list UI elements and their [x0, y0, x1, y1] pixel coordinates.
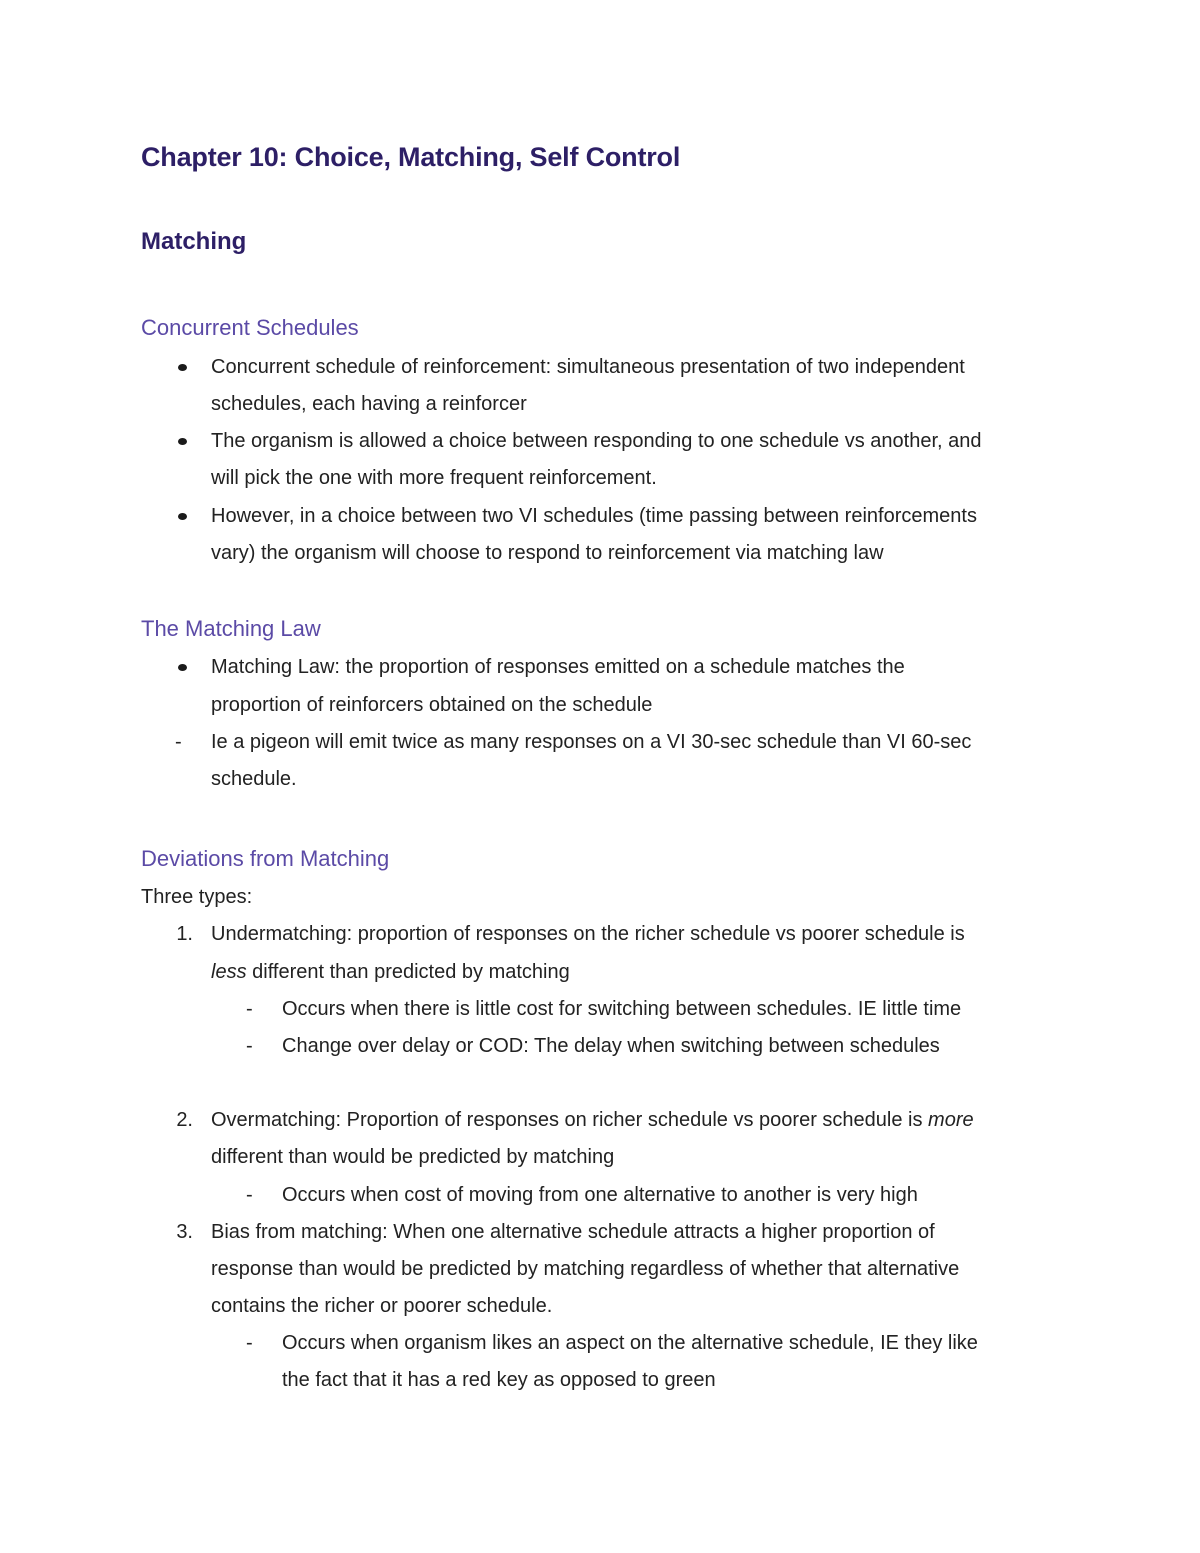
list-item-text: response than would be predicted by matching regardless of whether that alternative: [211, 1258, 960, 1280]
dash-text: schedule.: [211, 768, 297, 790]
list-number: 3.: [176, 1221, 193, 1243]
list-number: 1.: [176, 923, 193, 945]
sub-item-text: Occurs when organism likes an aspect on the alternative schedule, IE they like: [282, 1332, 978, 1354]
bullet-text: proportion of reinforcers obtained on the schedule: [211, 694, 653, 716]
bullet-icon: [178, 438, 187, 445]
dash-marker: -: [246, 1184, 253, 1206]
bullet-text: Matching Law: the proportion of responses emitted on a schedule matches the: [211, 656, 905, 678]
list-item-text: Undermatching: proportion of responses on the richer schedule vs poorer schedule is: [211, 923, 965, 945]
list-item-text: contains the richer or poorer schedule.: [211, 1295, 553, 1317]
intro-text: Three types:: [141, 886, 253, 908]
bullet-text: The organism is allowed a choice between responding to one schedule vs another, and: [211, 430, 982, 452]
list-item-text: [211, 1109, 974, 1132]
bullet-icon: [178, 513, 187, 520]
list-item-text-lead: Overmatching: Proportion of responses on richer schedule vs poorer schedule is: [211, 1109, 929, 1131]
subsection-heading-matching-law: The Matching Law: [141, 616, 321, 641]
bullet-text: Concurrent schedule of reinforcement: simultaneous presentation of two independent: [211, 356, 965, 378]
sub-item-text: Occurs when there is little cost for switching between schedules. IE little time: [282, 998, 962, 1020]
bullet-icon: [178, 364, 187, 371]
list-item-text: [211, 961, 570, 984]
list-item-text: Bias from matching: When one alternative schedule attracts a higher proportion of: [211, 1221, 935, 1243]
sub-item-text: the fact that it has a red key as opposed to green: [282, 1369, 716, 1391]
dash-marker: -: [175, 731, 182, 753]
sub-item-text: Change over delay or COD: The delay when switching between schedules: [282, 1035, 940, 1057]
list-item-text-rest: different than predicted by matching: [246, 961, 570, 983]
dash-marker: -: [246, 998, 253, 1020]
dash-marker: -: [246, 1332, 253, 1354]
bullet-text: However, in a choice between two VI schedules (time passing between reinforcements: [211, 505, 977, 527]
subsection-heading-concurrent: Concurrent Schedules: [141, 315, 359, 340]
emphasis-text: more: [928, 1109, 974, 1131]
bullet-icon: [178, 664, 187, 671]
dash-marker: -: [246, 1035, 253, 1057]
list-item-text: different than would be predicted by matching: [211, 1146, 615, 1168]
dash-text: Ie a pigeon will emit twice as many responses on a VI 30-sec schedule than VI 60-sec: [211, 731, 972, 753]
page-title: Chapter 10: Choice, Matching, Self Control: [141, 142, 681, 172]
emphasis-text: less: [211, 961, 247, 983]
bullet-text: schedules, each having a reinforcer: [211, 393, 527, 415]
list-number: 2.: [176, 1109, 193, 1131]
subsection-heading-deviations: Deviations from Matching: [141, 846, 390, 871]
bullet-text: will pick the one with more frequent reinforcement.: [211, 467, 657, 489]
sub-item-text: Occurs when cost of moving from one alternative to another is very high: [282, 1184, 918, 1206]
bullet-text: vary) the organism will choose to respond to reinforcement via matching law: [211, 542, 884, 564]
section-heading: Matching: [141, 228, 247, 255]
